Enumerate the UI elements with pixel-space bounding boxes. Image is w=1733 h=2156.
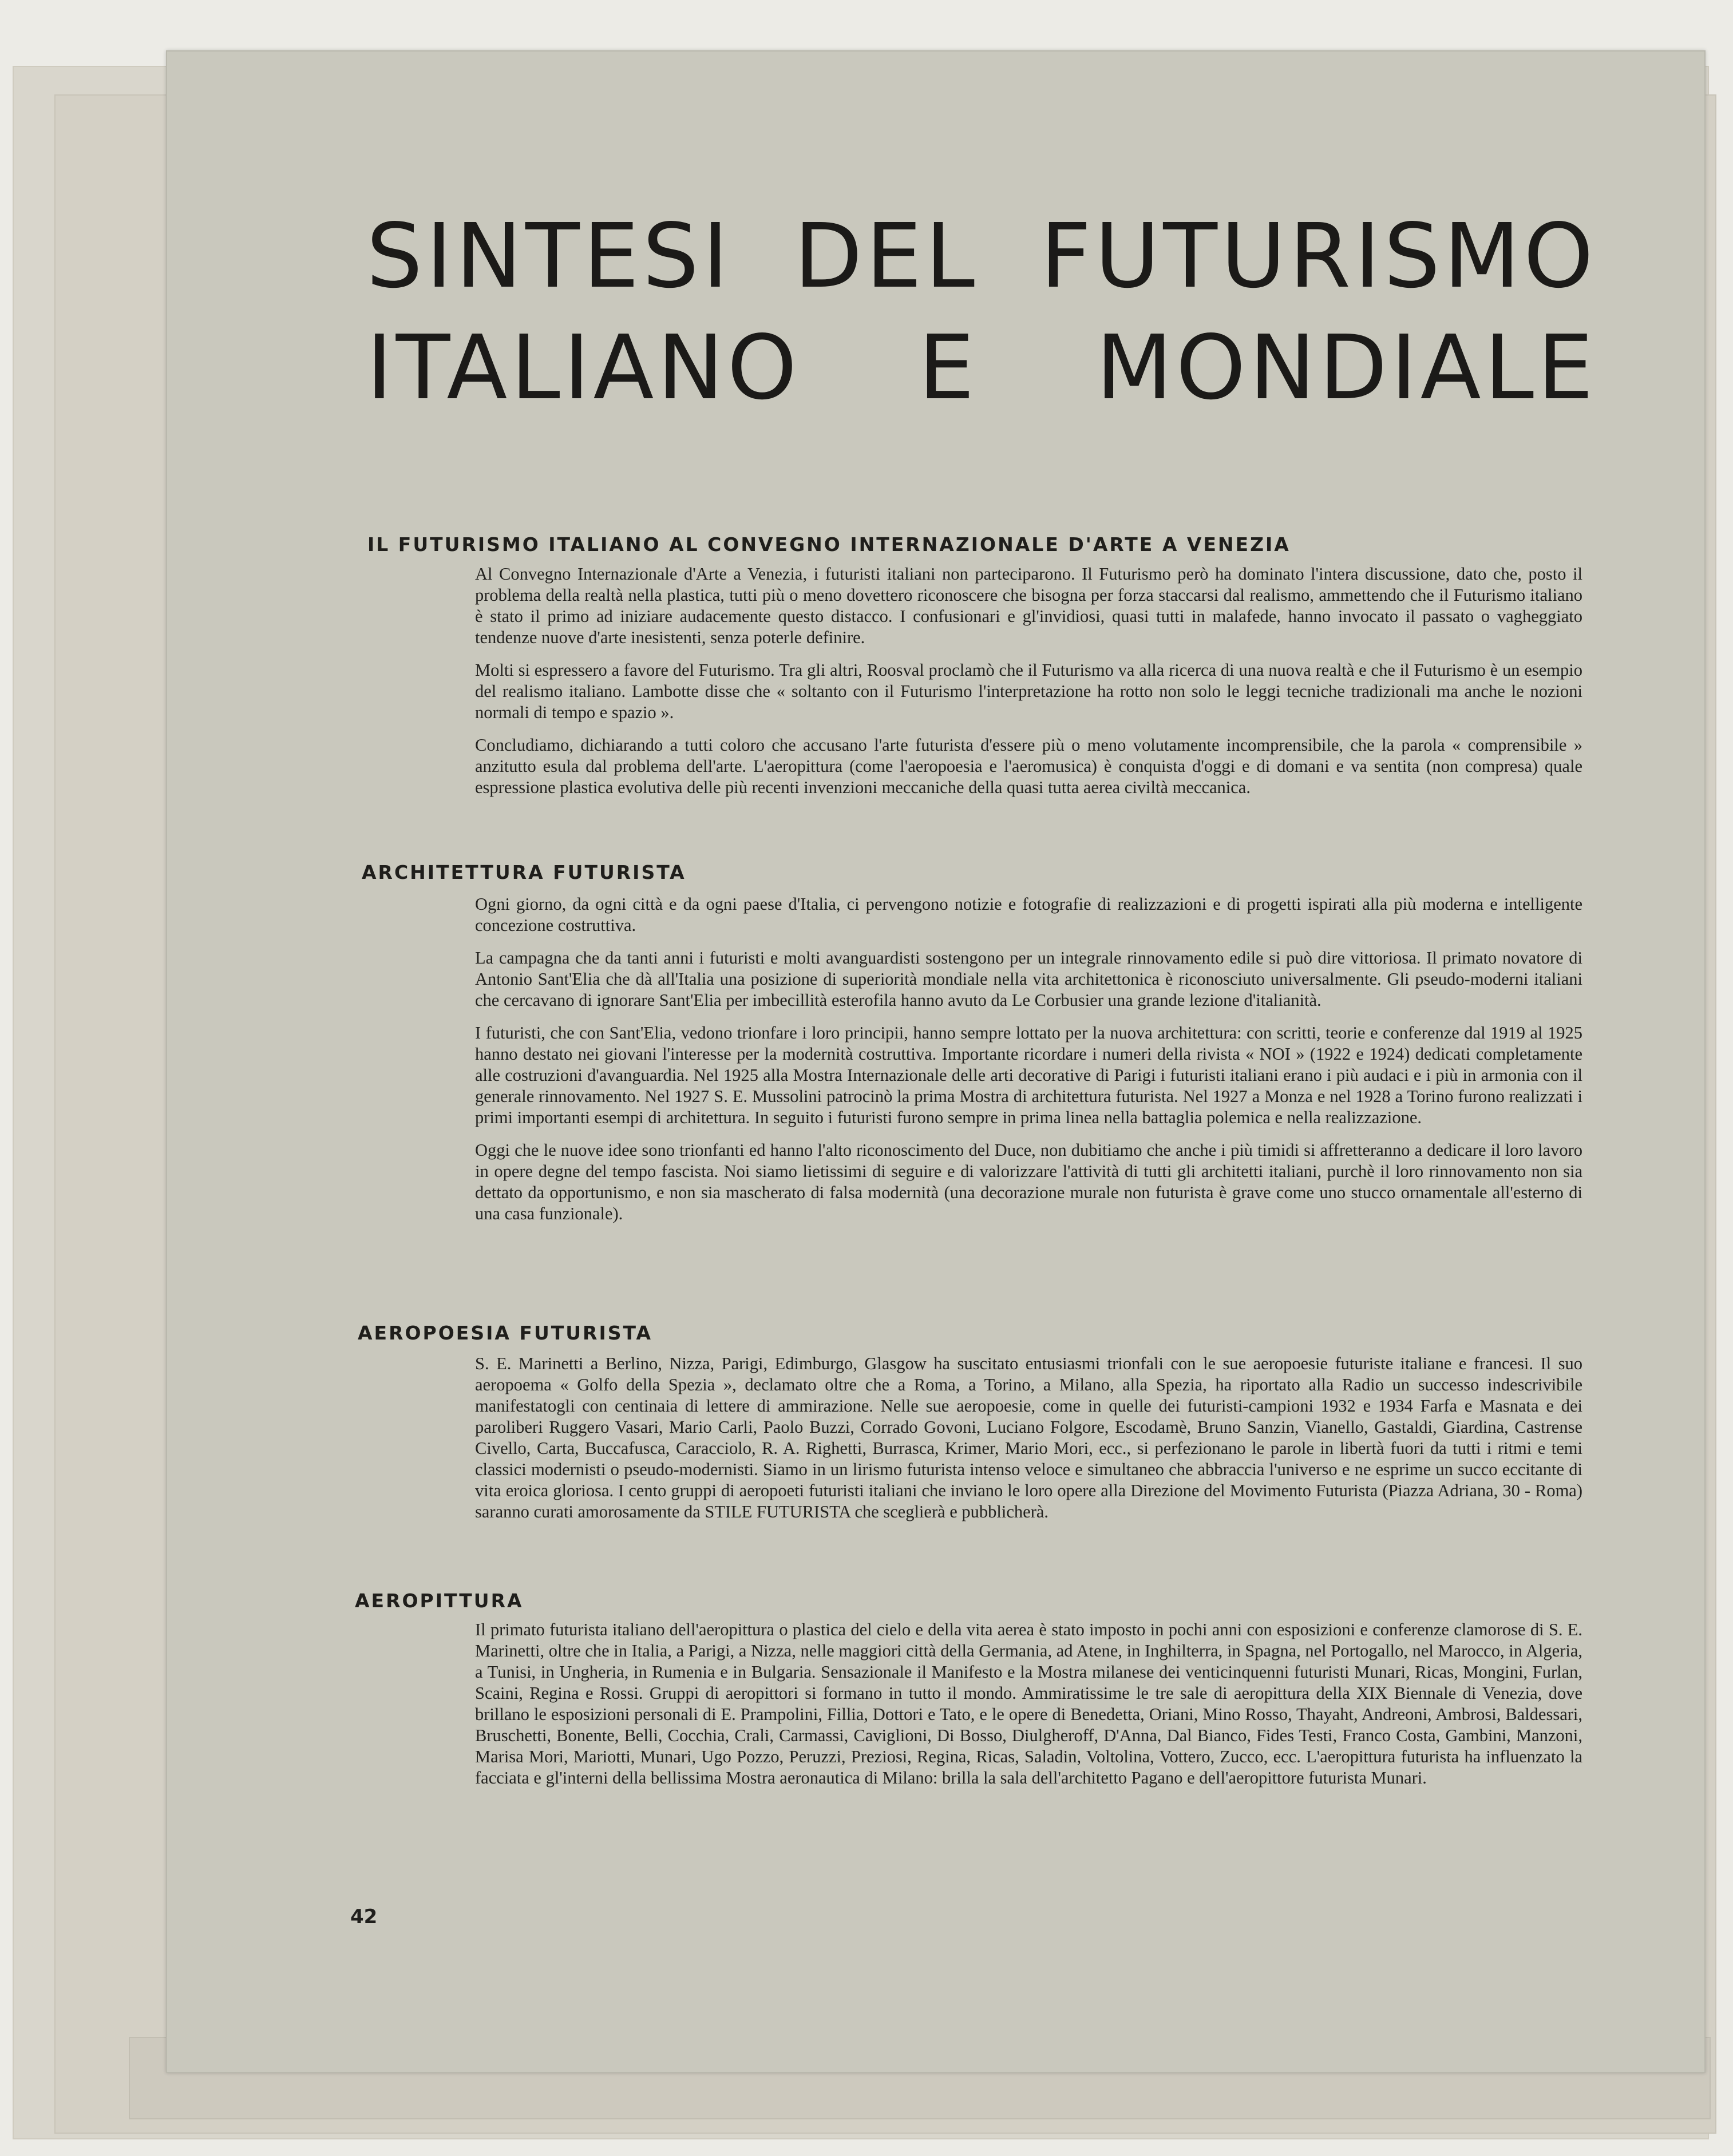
paragraph: I futuristi, che con Sant'Elia, vedono trionfare i loro principii, hanno sempre lottato per la nuova architettura: con scritti, teorie e conferenze dal 1919 al 1925 hanno destato nei giovani l'interesse per la modernità costruttiva. Importante ricordare i numeri della rivista « NOI » (1922 e 1924) dedicati completamente alle costruzioni d'avanguardia. Nel 1925 alla Mostra Internazionale delle arti decorative di Parigi i futuristi italiani erano i più audaci e i più in armonia con il generale rinnovamento. Nel 1927 S. E. Mussolini patrocinò la prima Mostra di architettura futurista. Nel 1927 a Monza e nel 1928 a Torino furono realizzati i primi importanti esempi di architettura. In seguito i futuristi furono sempre in prima linea nella battaglia polemica e nella realizzazione. bbox=[475, 1023, 1582, 1127]
section-body-convegno bbox=[475, 564, 1582, 810]
paragraph: Concludiamo, dichiarando a tutti coloro che accusano l'arte futurista d'essere più o meno volutamente incomprensibile, che la parola « comprensibile » anzitutto esula dal problema dell'arte. L'aeropittura (come l'aeropoesia e l'aeromusica) è conquista d'oggi e di domani e va sentita (non compresa) quale espressione plastica evolutiva delle più recenti invenzioni meccaniche della quasi tutta aerea civiltà meccanica. bbox=[475, 735, 1582, 797]
page-title bbox=[366, 200, 1597, 423]
paragraph: S. E. Marinetti a Berlino, Nizza, Parigi, Edimburgo, Glasgow ha suscitato entusiasmi trionfali con le sue aeropoesie futuriste italiane e francesi. Il suo aeropoema « Golfo della Spezia », declamato oltre che a Roma, a Torino, a Milano, alla Spezia, ha riportato alla Radio un successo indescrivibile manifestatogli con centinaia di lettere di ammirazione. Nelle sue aeropoesie, come in quelle dei futuristi-campioni 1932 e 1934 Farfa e Masnata e dei paroliberi Ruggero Vasari, Mario Carli, Paolo Buzzi, Corrado Govoni, Luciano Folgore, Escodamè, Bruno Sanzin, Vianello, Gastaldi, Giardina, Castrense Civello, Carta, Buccafusca, Caracciolo, R. A. Righetti, Burrasca, Krimer, Mario Mori, ecc., si perfezionano le parole in libertà fuori da tutti i ritmi e temi classici modernisti o pseudo-modernisti. Siamo in un lirismo futurista intenso veloce e simultaneo che abbraccia l'universo e ne esprime un succo eccitante di vita eroica gloriosa. I cento gruppi di aeropoeti futuristi italiani che inviano le loro opere alla Direzione del Movimento Futurista (Piazza Adriana, 30 - Roma) saranno curati amorosamente da STILE FUTURISTA che sceglierà e pubblicherà. bbox=[475, 1354, 1582, 1521]
paragraph: Al Convegno Internazionale d'Arte a Venezia, i futuristi italiani non parteciparono. Il Futurismo però ha dominato l'intera discussione, dato che, posto il problema della realtà nella plastica, tutti più o meno dovettero riconoscere che bisogna per forza staccarsi dal realismo, ammettendo che il Futurismo italiano è stato il primo ad iniziare audacemente questo distacco. I confusionari e gl'invidiosi, quasi tutti in malafede, hanno invocato il passato o vagheggiato tendenze nuove d'arte inesistenti, senza poterle definire. bbox=[475, 564, 1582, 647]
section-body-aeropittura bbox=[475, 1619, 1582, 1800]
section-heading-convegno: IL FUTURISMO ITALIANO AL CONVEGNO INTERNAZIONALE D'ARTE A VENEZIA bbox=[367, 533, 1291, 556]
section-heading-aeropoesia: AEROPOESIA FUTURISTA bbox=[358, 1322, 652, 1344]
section-body-architettura bbox=[475, 894, 1582, 1236]
section-heading-architettura: ARCHITETTURA FUTURISTA bbox=[362, 861, 686, 883]
paragraph: Ogni giorno, da ogni città e da ogni paese d'Italia, ci pervengono notizie e fotografie di realizzazioni e di progetti ispirati alla più moderna e intelligente concezione costruttiva. bbox=[475, 894, 1582, 935]
paragraph: Oggi che le nuove idee sono trionfanti ed hanno l'alto riconoscimento del Duce, non dubitiamo che anche i più timidi si affretteranno a dedicare il loro lavoro in opere degne del tempo fascista. Noi siamo lietissimi di seguire e di valorizzare l'attività di tutti gli architetti italiani, purchè il loro rinnovamento non sia dettato da opportunismo, e non sia mascherato di falsa modernità (una decorazione murale non futurista è grave come uno stucco ornamentale all'esterno di una casa funzionale). bbox=[475, 1140, 1582, 1223]
paragraph: Il primato futurista italiano dell'aeropittura o plastica del cielo e della vita aerea è stato imposto in pochi anni con esposizioni e conferenze clamorose di S. E. Marinetti, oltre che in Italia, a Parigi, a Nizza, nelle maggiori città della Germania, ad Atene, in Inghilterra, in Spagna, nel Portogallo, nel Marocco, in Algeria, a Tunisi, in Ungheria, in Rumenia e in Bulgaria. Sensazionale il Manifesto e la Mostra milanese dei venticinquenni futuristi Munari, Ricas, Mongini, Furlan, Scaini, Regina e Rossi. Gruppi di aeropittori si formano in tutto il mondo. Ammiratissime le tre sale di aeropittura della XIX Biennale di Venezia, dove brillano le esposizioni personali di E. Prampolini, Fillia, Dottori e Tato, e le opere di Benedetta, Oriani, Mino Rosso, Thayaht, Andreoni, Ambrosi, Baldessari, Bruschetti, Bonente, Belli, Cocchia, Crali, Carmassi, Caviglioni, Di Bosso, Diulgheroff, D'Anna, Dal Bianco, Fides Testi, Franco Costa, Gambini, Manzoni, Marisa Mori, Mariotti, Munari, Ugo Pozzo, Peruzzi, Preziosi, Regina, Ricas, Saladin, Voltolina, Vottero, Zucco, ecc. L'aeropittura futurista ha influenzato la facciata e gl'interni della bellissima Mostra aeronautica di Milano: brilla la sala dell'architetto Pagano e dell'aeropittore futurista Munari. bbox=[475, 1620, 1582, 1788]
page-number: 42 bbox=[350, 1905, 378, 1928]
paragraph: La campagna che da tanti anni i futuristi e molti avanguardisti sostengono per un integrale rinnovamento edile si può dire vittoriosa. Il primato novatore di Antonio Sant'Elia che dà all'Italia una posizione di superiorità mondiale nella vita architettonica è riconosciuto universalmente. Gli pseudo-moderni italiani che cercavano di ignorare Sant'Elia per imbecillità esterofila hanno avuto da Le Corbusier una grande lezione d'italianità. bbox=[475, 948, 1582, 1010]
title-line-1: SINTESI DEL FUTURISMO bbox=[366, 204, 1597, 308]
section-heading-aeropittura: AEROPITTURA bbox=[355, 1590, 524, 1612]
paragraph: Molti si espressero a favore del Futurismo. Tra gli altri, Roosval proclamò che il Futurismo va alla ricerca di una nuova realtà e che il Futurismo è un esempio del realismo italiano. Lambotte disse che « soltanto con il Futurismo l'interpretazione ha rotto non solo le leggi tecniche tradizionali ma anche le nozioni normali di tempo e spazio ». bbox=[475, 660, 1582, 722]
title-line-2: ITALIANO E MONDIALE bbox=[366, 316, 1597, 419]
section-body-aeropoesia bbox=[475, 1353, 1582, 1534]
